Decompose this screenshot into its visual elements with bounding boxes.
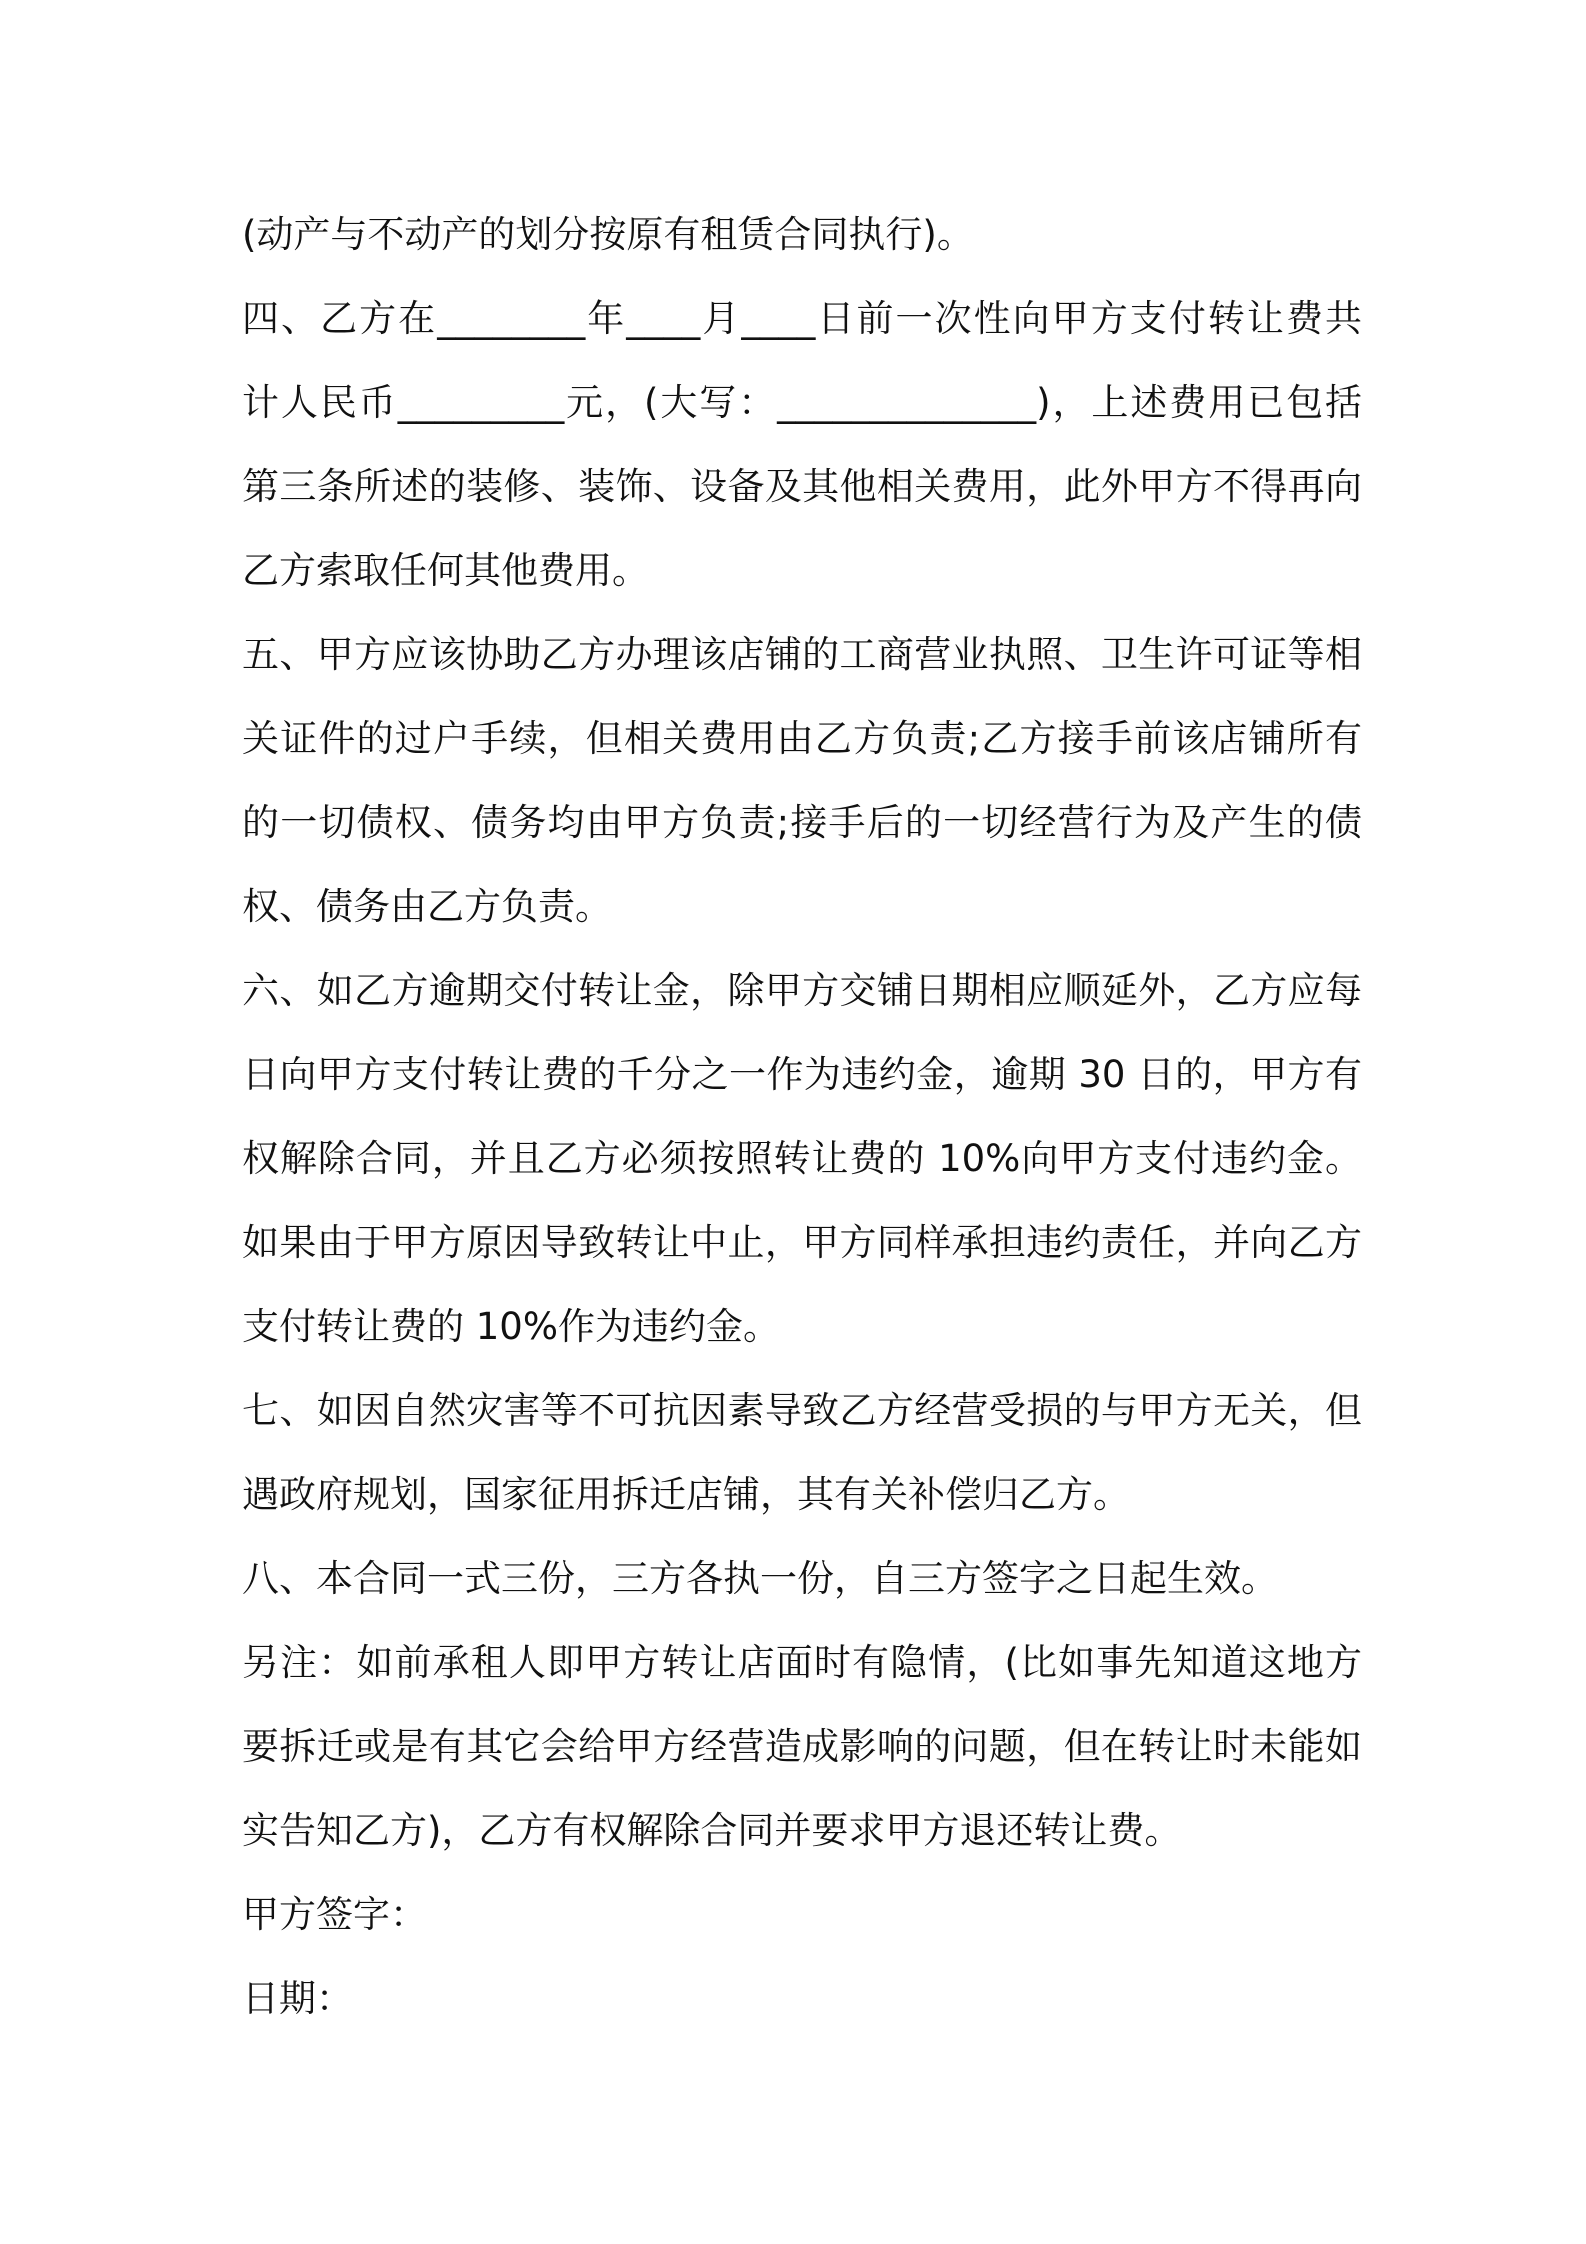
text-line: 六、如乙方逾期交付转让金，除甲方交铺日期相应顺延外，乙方应每 [242,969,1362,1012]
text-line: 七、如因自然灾害等不可抗因素导致乙方经营受损的与甲方无关，但 [242,1389,1362,1432]
text-line: 的一切债权、债务均由甲方负责;接手后的一切经营行为及产生的债 [242,801,1362,844]
text-line: 实告知乙方)，乙方有权解除合同并要求甲方退还转让费。 [242,1809,1182,1852]
text-line: 支付转让费的 10%作为违约金。 [242,1305,780,1348]
text-line: 要拆迁或是有其它会给甲方经营造成影响的问题，但在转让时未能如 [242,1725,1362,1768]
text-line: 计人民币_________元，(大写：______________)，上述费用已包括 [242,381,1362,424]
text-line: 日向甲方支付转让费的千分之一作为违约金，逾期 30 日的，甲方有 [242,1053,1362,1096]
text-line: 乙方索取任何其他费用。 [242,549,649,592]
text-line: 如果由于甲方原因导致转让中止，甲方同样承担违约责任，并向乙方 [242,1221,1362,1264]
text-line: (动产与不动产的划分按原有租赁合同执行)。 [242,213,974,256]
date-label: 日期： [242,1977,353,2020]
text-line: 四、乙方在________年____月____日前一次性向甲方支付转让费共 [242,297,1362,340]
text-line: 五、甲方应该协助乙方办理该店铺的工商营业执照、卫生许可证等相 [242,633,1362,676]
text-line: 八、本合同一式三份，三方各执一份，自三方签字之日起生效。 [242,1557,1278,1600]
text-line: 另注：如前承租人即甲方转让店面时有隐情，(比如事先知道这地方 [242,1641,1362,1684]
text-line: 关证件的过户手续，但相关费用由乙方负责;乙方接手前该店铺所有 [242,717,1362,760]
signature-label: 甲方签字： [242,1893,427,1936]
text-line: 权、债务由乙方负责。 [242,885,612,928]
contract-text [242,193,1362,2041]
text-line: 遇政府规划，国家征用拆迁店铺，其有关补偿归乙方。 [242,1473,1130,1516]
text-line: 权解除合同，并且乙方必须按照转让费的 10%向甲方支付违约金。 [242,1137,1362,1180]
text-line: 第三条所述的装修、装饰、设备及其他相关费用，此外甲方不得再向 [242,465,1362,508]
